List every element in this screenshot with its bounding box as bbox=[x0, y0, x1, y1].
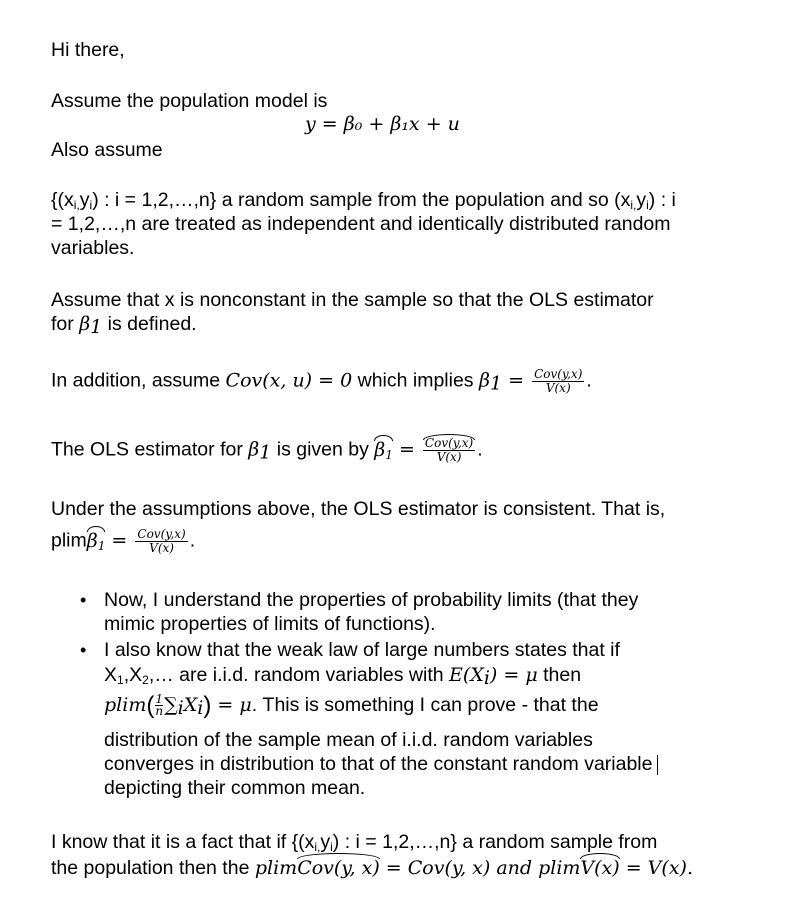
text-cursor bbox=[657, 755, 658, 775]
paragraph-random-sample-line-3: variables. bbox=[51, 237, 135, 259]
text: for bbox=[51, 313, 80, 335]
fraction-numerator: Cov(y,x) bbox=[534, 367, 583, 381]
fraction bbox=[423, 437, 475, 464]
subscript: i bbox=[483, 667, 490, 689]
text: In addition, assume bbox=[51, 369, 226, 392]
paragraph-consistency-line-1: Under the assumptions above, the OLS estimator is consistent. That is, bbox=[51, 498, 666, 520]
fraction bbox=[155, 694, 163, 717]
text: {(x bbox=[51, 189, 74, 211]
math-expression: = Cov(y, x) and plim bbox=[379, 857, 581, 879]
text: . bbox=[586, 369, 592, 392]
subscript: i, bbox=[630, 198, 637, 212]
model-equation: y = β₀ + β₁x + u bbox=[305, 113, 460, 135]
bullet-dot: • bbox=[80, 590, 87, 610]
math-beta: β bbox=[478, 369, 490, 392]
fraction-denominator: n bbox=[155, 704, 164, 719]
paragraph-covariance-assumption bbox=[51, 368, 592, 395]
equals: = bbox=[392, 438, 421, 461]
subscript: 1 bbox=[90, 316, 103, 338]
text: ,… are i.i.d. random variables with bbox=[148, 664, 450, 686]
paragraph-nonconstant-line-1: Assume that x is nonconstant in the sample so that the OLS estimator bbox=[51, 289, 654, 311]
subscript: 1 bbox=[117, 673, 124, 687]
equals: = bbox=[502, 369, 531, 392]
text: then bbox=[537, 664, 582, 686]
text: The OLS estimator for bbox=[51, 438, 249, 461]
math-beta: β bbox=[79, 313, 91, 335]
text: y bbox=[320, 831, 331, 853]
math-expression: = V(x). bbox=[619, 857, 693, 879]
math-expectation: E(X bbox=[449, 664, 484, 686]
fraction-numerator: Cov(y,x) bbox=[137, 527, 186, 541]
bullet-2-line-6: depicting their common mean. bbox=[104, 777, 366, 799]
subscript: i bbox=[330, 840, 333, 854]
beta-hat bbox=[374, 438, 393, 462]
paragraph-consistency-line-2 bbox=[51, 528, 195, 555]
text: y bbox=[79, 189, 90, 211]
fraction-numerator: Cov(y,x) bbox=[424, 436, 474, 450]
bullet-2-line-2 bbox=[104, 663, 581, 687]
text: ) : i bbox=[648, 189, 676, 211]
math-v-hat: V(x) bbox=[580, 857, 620, 879]
fraction-denominator: V(x) bbox=[545, 381, 571, 395]
math-mu: ) = μ bbox=[489, 664, 538, 686]
sum-symbol: ∑ bbox=[164, 694, 178, 716]
text: y bbox=[636, 189, 647, 211]
subscript: i, bbox=[73, 198, 80, 212]
math-mu: = μ bbox=[211, 694, 252, 716]
beta-hat bbox=[87, 529, 106, 553]
paragraph-ols-estimator bbox=[51, 437, 483, 464]
fraction-numerator: 1 bbox=[155, 692, 164, 707]
paragraph-random-sample-line-2: = 1,2,…,n are treated as independent and identically distributed random bbox=[51, 213, 671, 235]
paragraph-also-assume: Also assume bbox=[51, 139, 163, 161]
text: is defined. bbox=[102, 313, 197, 335]
subscript: 1 bbox=[259, 441, 272, 464]
text: . bbox=[477, 438, 483, 461]
math-beta: β bbox=[374, 438, 386, 461]
paragraph-fact-line-2 bbox=[51, 856, 693, 880]
subscript: 1 bbox=[97, 538, 106, 553]
subscript: 2 bbox=[142, 673, 149, 687]
math-cov-hat: Cov(y, x) bbox=[297, 857, 380, 879]
subscript: 1 bbox=[489, 372, 503, 395]
math-beta: β bbox=[86, 529, 98, 552]
bullet-2-line-1: I also know that the weak law of large numbers states that if bbox=[104, 639, 620, 661]
math-beta: β bbox=[248, 438, 260, 461]
subscript: i bbox=[197, 697, 204, 719]
paragraph-fact-line-1 bbox=[51, 830, 657, 854]
bullet-dot: • bbox=[80, 640, 87, 660]
fraction-denominator: V(x) bbox=[149, 541, 174, 555]
text: ,X bbox=[123, 664, 143, 686]
fraction bbox=[135, 528, 187, 555]
math-plim: plim bbox=[254, 857, 298, 879]
math-plim: plim bbox=[104, 694, 147, 716]
bullet-2-line-3 bbox=[104, 693, 599, 718]
text: plim bbox=[51, 529, 87, 552]
text: I know that it is a fact that if {(x bbox=[51, 831, 315, 853]
right-paren: ) bbox=[203, 691, 212, 719]
paragraph-nonconstant-line-2 bbox=[51, 312, 197, 336]
text: . This is something I can prove - that the bbox=[251, 694, 599, 716]
math-cov-xu: Cov(x, u) = 0 bbox=[225, 369, 353, 392]
bullet-2-line-5 bbox=[104, 752, 658, 776]
text: ) : i = 1,2,…,n} a random sample from the population and so (x bbox=[92, 189, 631, 211]
subscript: i, bbox=[314, 840, 321, 854]
text: X bbox=[104, 664, 118, 686]
text: the population then the bbox=[51, 857, 255, 879]
equals: = bbox=[105, 529, 134, 552]
text: which implies bbox=[352, 369, 479, 392]
paragraph-random-sample-line-1 bbox=[51, 188, 676, 212]
subscript: 1 bbox=[385, 447, 393, 462]
subscript: i bbox=[177, 697, 184, 719]
math-x: X bbox=[183, 694, 198, 716]
bullet-1-line-2: mimic properties of limits of functions). bbox=[104, 613, 436, 635]
bullet-1-line-1: Now, I understand the properties of probability limits (that they bbox=[104, 589, 639, 611]
subscript: i bbox=[89, 198, 93, 212]
text: . bbox=[189, 529, 196, 552]
greeting: Hi there, bbox=[51, 39, 125, 61]
fraction-denominator: V(x) bbox=[436, 450, 462, 464]
bullet-2-line-4: distribution of the sample mean of i.i.d. random variables bbox=[104, 729, 593, 751]
left-paren: ( bbox=[146, 691, 155, 719]
subscript: i bbox=[646, 198, 649, 212]
text: converges in distribution to that of the constant random variable bbox=[104, 753, 653, 775]
paragraph-model-intro: Assume the population model is bbox=[51, 90, 328, 112]
text: ) : i = 1,2,…,n} a random sample from bbox=[332, 831, 658, 853]
fraction bbox=[532, 368, 584, 395]
text: is given by bbox=[271, 438, 375, 461]
